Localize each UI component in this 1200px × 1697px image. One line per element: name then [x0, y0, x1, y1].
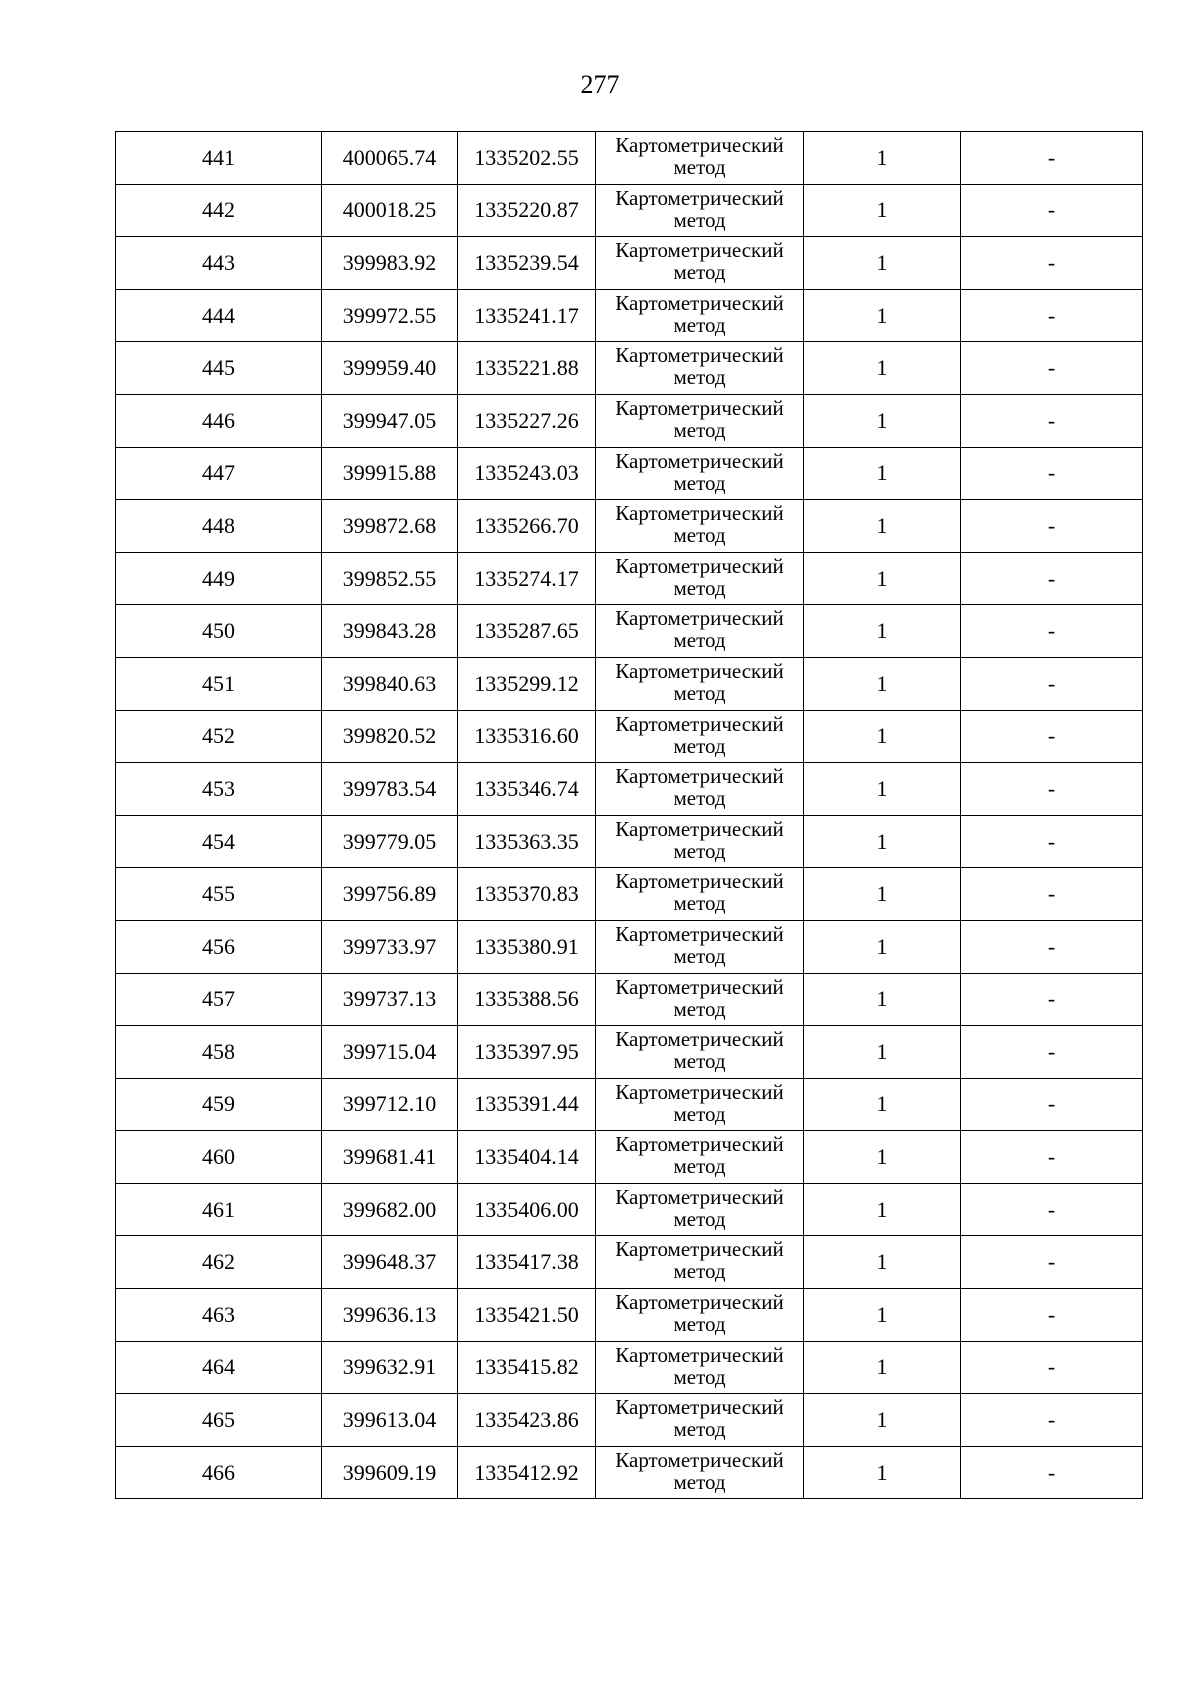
method-line-2: метод	[673, 470, 726, 495]
method-line-1: Картометрический	[615, 501, 784, 526]
point-number-cell: 463	[116, 1289, 322, 1342]
y-coordinate-cell: 1335423.86	[458, 1394, 596, 1447]
y-coordinate-cell: 1335316.60	[458, 710, 596, 763]
table-row	[116, 868, 1143, 921]
y-coordinate-cell: 1335391.44	[458, 1078, 596, 1131]
method-cell	[596, 1394, 804, 1447]
method-line-2: метод	[673, 996, 726, 1021]
x-coordinate-cell: 399820.52	[322, 710, 458, 763]
point-number-cell: 448	[116, 500, 322, 553]
method-cell	[596, 868, 804, 921]
note-cell: -	[961, 1026, 1143, 1079]
table-row	[116, 763, 1143, 816]
method-cell	[596, 1183, 804, 1236]
method-cell	[596, 1078, 804, 1131]
note-cell: -	[961, 920, 1143, 973]
note-cell: -	[961, 973, 1143, 1026]
note-cell: -	[961, 1131, 1143, 1184]
method-cell	[596, 1289, 804, 1342]
x-coordinate-cell: 399972.55	[322, 289, 458, 342]
method-cell	[596, 1236, 804, 1289]
accuracy-cell: 1	[804, 1183, 961, 1236]
method-cell	[596, 552, 804, 605]
accuracy-cell: 1	[804, 1394, 961, 1447]
note-cell: -	[961, 815, 1143, 868]
note-cell: -	[961, 1446, 1143, 1499]
point-number-cell: 454	[116, 815, 322, 868]
method-cell	[596, 1341, 804, 1394]
x-coordinate-cell: 399737.13	[322, 973, 458, 1026]
method-cell	[596, 657, 804, 710]
x-coordinate-cell: 399840.63	[322, 657, 458, 710]
point-number-cell: 458	[116, 1026, 322, 1079]
x-coordinate-cell: 399872.68	[322, 500, 458, 553]
accuracy-cell: 1	[804, 447, 961, 500]
x-coordinate-cell: 399715.04	[322, 1026, 458, 1079]
accuracy-cell: 1	[804, 1341, 961, 1394]
method-cell	[596, 815, 804, 868]
x-coordinate-cell: 400018.25	[322, 184, 458, 237]
method-line-2: метод	[673, 786, 726, 811]
method-line-2: метод	[673, 575, 726, 600]
method-line-2: метод	[673, 891, 726, 916]
note-cell: -	[961, 1236, 1143, 1289]
note-cell: -	[961, 868, 1143, 921]
y-coordinate-cell: 1335388.56	[458, 973, 596, 1026]
note-cell: -	[961, 289, 1143, 342]
x-coordinate-cell: 399636.13	[322, 1289, 458, 1342]
accuracy-cell: 1	[804, 973, 961, 1026]
x-coordinate-cell: 399915.88	[322, 447, 458, 500]
method-line-1: Картометрический	[615, 658, 784, 683]
note-cell: -	[961, 1183, 1143, 1236]
y-coordinate-cell: 1335363.35	[458, 815, 596, 868]
x-coordinate-cell: 399756.89	[322, 868, 458, 921]
point-number-cell: 464	[116, 1341, 322, 1394]
method-line-1: Картометрический	[615, 1342, 784, 1367]
method-line-2: метод	[673, 1312, 726, 1337]
table-row	[116, 710, 1143, 763]
note-cell: -	[961, 447, 1143, 500]
note-cell: -	[961, 342, 1143, 395]
note-cell: -	[961, 500, 1143, 553]
method-line-2: метод	[673, 1364, 726, 1389]
table-row	[116, 1341, 1143, 1394]
point-number-cell: 461	[116, 1183, 322, 1236]
method-line-2: метод	[673, 838, 726, 863]
table-row	[116, 342, 1143, 395]
y-coordinate-cell: 1335220.87	[458, 184, 596, 237]
method-cell	[596, 763, 804, 816]
accuracy-cell: 1	[804, 1078, 961, 1131]
method-line-1: Картометрический	[615, 1079, 784, 1104]
x-coordinate-cell: 399609.19	[322, 1446, 458, 1499]
method-line-1: Картометрический	[615, 553, 784, 578]
point-number-cell: 443	[116, 237, 322, 290]
note-cell: -	[961, 1078, 1143, 1131]
note-cell: -	[961, 605, 1143, 658]
method-cell	[596, 1131, 804, 1184]
method-cell	[596, 184, 804, 237]
method-cell	[596, 237, 804, 290]
method-cell	[596, 289, 804, 342]
method-line-1: Картометрический	[615, 1290, 784, 1315]
page-number: 277	[580, 70, 620, 99]
method-line-2: метод	[673, 943, 726, 968]
table-row	[116, 815, 1143, 868]
method-cell	[596, 710, 804, 763]
x-coordinate-cell: 399681.41	[322, 1131, 458, 1184]
point-number-cell: 456	[116, 920, 322, 973]
accuracy-cell: 1	[804, 342, 961, 395]
point-number-cell: 453	[116, 763, 322, 816]
y-coordinate-cell: 1335417.38	[458, 1236, 596, 1289]
x-coordinate-cell: 399947.05	[322, 394, 458, 447]
point-number-cell: 462	[116, 1236, 322, 1289]
table-row	[116, 1289, 1143, 1342]
method-line-1: Картометрический	[615, 395, 784, 420]
point-number-cell: 455	[116, 868, 322, 921]
note-cell: -	[961, 1394, 1143, 1447]
method-line-1: Картометрический	[615, 764, 784, 789]
y-coordinate-cell: 1335274.17	[458, 552, 596, 605]
x-coordinate-cell: 399843.28	[322, 605, 458, 658]
method-cell	[596, 1026, 804, 1079]
accuracy-cell: 1	[804, 1131, 961, 1184]
accuracy-cell: 1	[804, 289, 961, 342]
point-number-cell: 444	[116, 289, 322, 342]
accuracy-cell: 1	[804, 920, 961, 973]
table-row	[116, 605, 1143, 658]
table-row	[116, 973, 1143, 1026]
y-coordinate-cell: 1335266.70	[458, 500, 596, 553]
accuracy-cell: 1	[804, 657, 961, 710]
table-row	[116, 552, 1143, 605]
method-line-1: Картометрический	[615, 816, 784, 841]
x-coordinate-cell: 399733.97	[322, 920, 458, 973]
table-row	[116, 920, 1143, 973]
point-number-cell: 452	[116, 710, 322, 763]
table-row	[116, 1236, 1143, 1289]
note-cell: -	[961, 657, 1143, 710]
method-line-1: Картометрический	[615, 343, 784, 368]
coordinates-table	[115, 131, 1143, 1499]
method-cell	[596, 394, 804, 447]
y-coordinate-cell: 1335421.50	[458, 1289, 596, 1342]
accuracy-cell: 1	[804, 1026, 961, 1079]
coordinates-table-body	[116, 132, 1143, 1499]
method-line-1: Картометрический	[615, 1237, 784, 1262]
method-line-1: Картометрический	[615, 290, 784, 315]
note-cell: -	[961, 237, 1143, 290]
method-line-1: Картометрический	[615, 238, 784, 263]
method-line-2: метод	[673, 733, 726, 758]
method-cell	[596, 605, 804, 658]
x-coordinate-cell: 399648.37	[322, 1236, 458, 1289]
method-cell	[596, 342, 804, 395]
method-line-2: метод	[673, 1259, 726, 1284]
method-line-1: Картометрический	[615, 1184, 784, 1209]
table-row	[116, 1394, 1143, 1447]
method-cell	[596, 1446, 804, 1499]
accuracy-cell: 1	[804, 868, 961, 921]
table-row	[116, 447, 1143, 500]
y-coordinate-cell: 1335287.65	[458, 605, 596, 658]
table-row	[116, 657, 1143, 710]
x-coordinate-cell: 399682.00	[322, 1183, 458, 1236]
accuracy-cell: 1	[804, 132, 961, 185]
point-number-cell: 449	[116, 552, 322, 605]
method-line-1: Картометрический	[615, 606, 784, 631]
method-cell	[596, 500, 804, 553]
method-line-1: Картометрический	[615, 921, 784, 946]
table-row	[116, 1078, 1143, 1131]
y-coordinate-cell: 1335299.12	[458, 657, 596, 710]
y-coordinate-cell: 1335243.03	[458, 447, 596, 500]
point-number-cell: 465	[116, 1394, 322, 1447]
point-number-cell: 466	[116, 1446, 322, 1499]
method-line-1: Картометрический	[615, 1132, 784, 1157]
method-line-1: Картометрический	[615, 133, 784, 157]
method-line-2: метод	[673, 523, 726, 548]
y-coordinate-cell: 1335346.74	[458, 763, 596, 816]
note-cell: -	[961, 1289, 1143, 1342]
table-row	[116, 184, 1143, 237]
table-row	[116, 500, 1143, 553]
y-coordinate-cell: 1335239.54	[458, 237, 596, 290]
point-number-cell: 459	[116, 1078, 322, 1131]
point-number-cell: 442	[116, 184, 322, 237]
method-cell	[596, 447, 804, 500]
table-row	[116, 237, 1143, 290]
method-line-2: метод	[673, 260, 726, 285]
y-coordinate-cell: 1335412.92	[458, 1446, 596, 1499]
method-line-1: Картометрический	[615, 869, 784, 894]
x-coordinate-cell: 399959.40	[322, 342, 458, 395]
accuracy-cell: 1	[804, 1446, 961, 1499]
method-cell	[596, 973, 804, 1026]
method-line-2: метод	[673, 1206, 726, 1231]
method-line-1: Картометрический	[615, 448, 784, 473]
method-cell	[596, 132, 804, 185]
note-cell: -	[961, 132, 1143, 185]
table-row	[116, 1131, 1143, 1184]
accuracy-cell: 1	[804, 184, 961, 237]
table-row	[116, 289, 1143, 342]
accuracy-cell: 1	[804, 1289, 961, 1342]
y-coordinate-cell: 1335404.14	[458, 1131, 596, 1184]
accuracy-cell: 1	[804, 394, 961, 447]
y-coordinate-cell: 1335380.91	[458, 920, 596, 973]
method-line-2: метод	[673, 365, 726, 390]
method-line-2: метод	[673, 155, 726, 179]
y-coordinate-cell: 1335406.00	[458, 1183, 596, 1236]
method-line-2: метод	[673, 207, 726, 232]
point-number-cell: 457	[116, 973, 322, 1026]
y-coordinate-cell: 1335415.82	[458, 1341, 596, 1394]
note-cell: -	[961, 184, 1143, 237]
y-coordinate-cell: 1335221.88	[458, 342, 596, 395]
point-number-cell: 447	[116, 447, 322, 500]
method-line-2: метод	[673, 417, 726, 442]
y-coordinate-cell: 1335202.55	[458, 132, 596, 185]
method-line-1: Картометрический	[615, 1447, 784, 1472]
accuracy-cell: 1	[804, 237, 961, 290]
point-number-cell: 450	[116, 605, 322, 658]
accuracy-cell: 1	[804, 710, 961, 763]
method-line-2: метод	[673, 1417, 726, 1442]
method-line-2: метод	[673, 1101, 726, 1126]
y-coordinate-cell: 1335397.95	[458, 1026, 596, 1079]
table-row	[116, 1183, 1143, 1236]
y-coordinate-cell: 1335370.83	[458, 868, 596, 921]
method-line-1: Картометрический	[615, 185, 784, 210]
accuracy-cell: 1	[804, 763, 961, 816]
x-coordinate-cell: 399613.04	[322, 1394, 458, 1447]
point-number-cell: 451	[116, 657, 322, 710]
x-coordinate-cell: 400065.74	[322, 132, 458, 185]
note-cell: -	[961, 710, 1143, 763]
point-number-cell: 441	[116, 132, 322, 185]
method-cell	[596, 920, 804, 973]
x-coordinate-cell: 399783.54	[322, 763, 458, 816]
method-line-2: метод	[673, 1154, 726, 1179]
table-row	[116, 1446, 1143, 1499]
accuracy-cell: 1	[804, 500, 961, 553]
note-cell: -	[961, 394, 1143, 447]
x-coordinate-cell: 399779.05	[322, 815, 458, 868]
note-cell: -	[961, 1341, 1143, 1394]
x-coordinate-cell: 399712.10	[322, 1078, 458, 1131]
method-line-1: Картометрический	[615, 974, 784, 999]
accuracy-cell: 1	[804, 1236, 961, 1289]
accuracy-cell: 1	[804, 815, 961, 868]
y-coordinate-cell: 1335227.26	[458, 394, 596, 447]
x-coordinate-cell: 399632.91	[322, 1341, 458, 1394]
note-cell: -	[961, 552, 1143, 605]
point-number-cell: 446	[116, 394, 322, 447]
point-number-cell: 445	[116, 342, 322, 395]
method-line-2: метод	[673, 1469, 726, 1494]
table-row	[116, 132, 1143, 185]
method-line-2: метод	[673, 628, 726, 653]
table-row	[116, 394, 1143, 447]
note-cell: -	[961, 763, 1143, 816]
x-coordinate-cell: 399983.92	[322, 237, 458, 290]
method-line-2: метод	[673, 1049, 726, 1074]
accuracy-cell: 1	[804, 552, 961, 605]
point-number-cell: 460	[116, 1131, 322, 1184]
method-line-1: Картометрический	[615, 1395, 784, 1420]
method-line-1: Картометрический	[615, 711, 784, 736]
method-line-2: метод	[673, 680, 726, 705]
x-coordinate-cell: 399852.55	[322, 552, 458, 605]
method-line-2: метод	[673, 312, 726, 337]
accuracy-cell: 1	[804, 605, 961, 658]
y-coordinate-cell: 1335241.17	[458, 289, 596, 342]
method-line-1: Картометрический	[615, 1027, 784, 1052]
table-row	[116, 1026, 1143, 1079]
